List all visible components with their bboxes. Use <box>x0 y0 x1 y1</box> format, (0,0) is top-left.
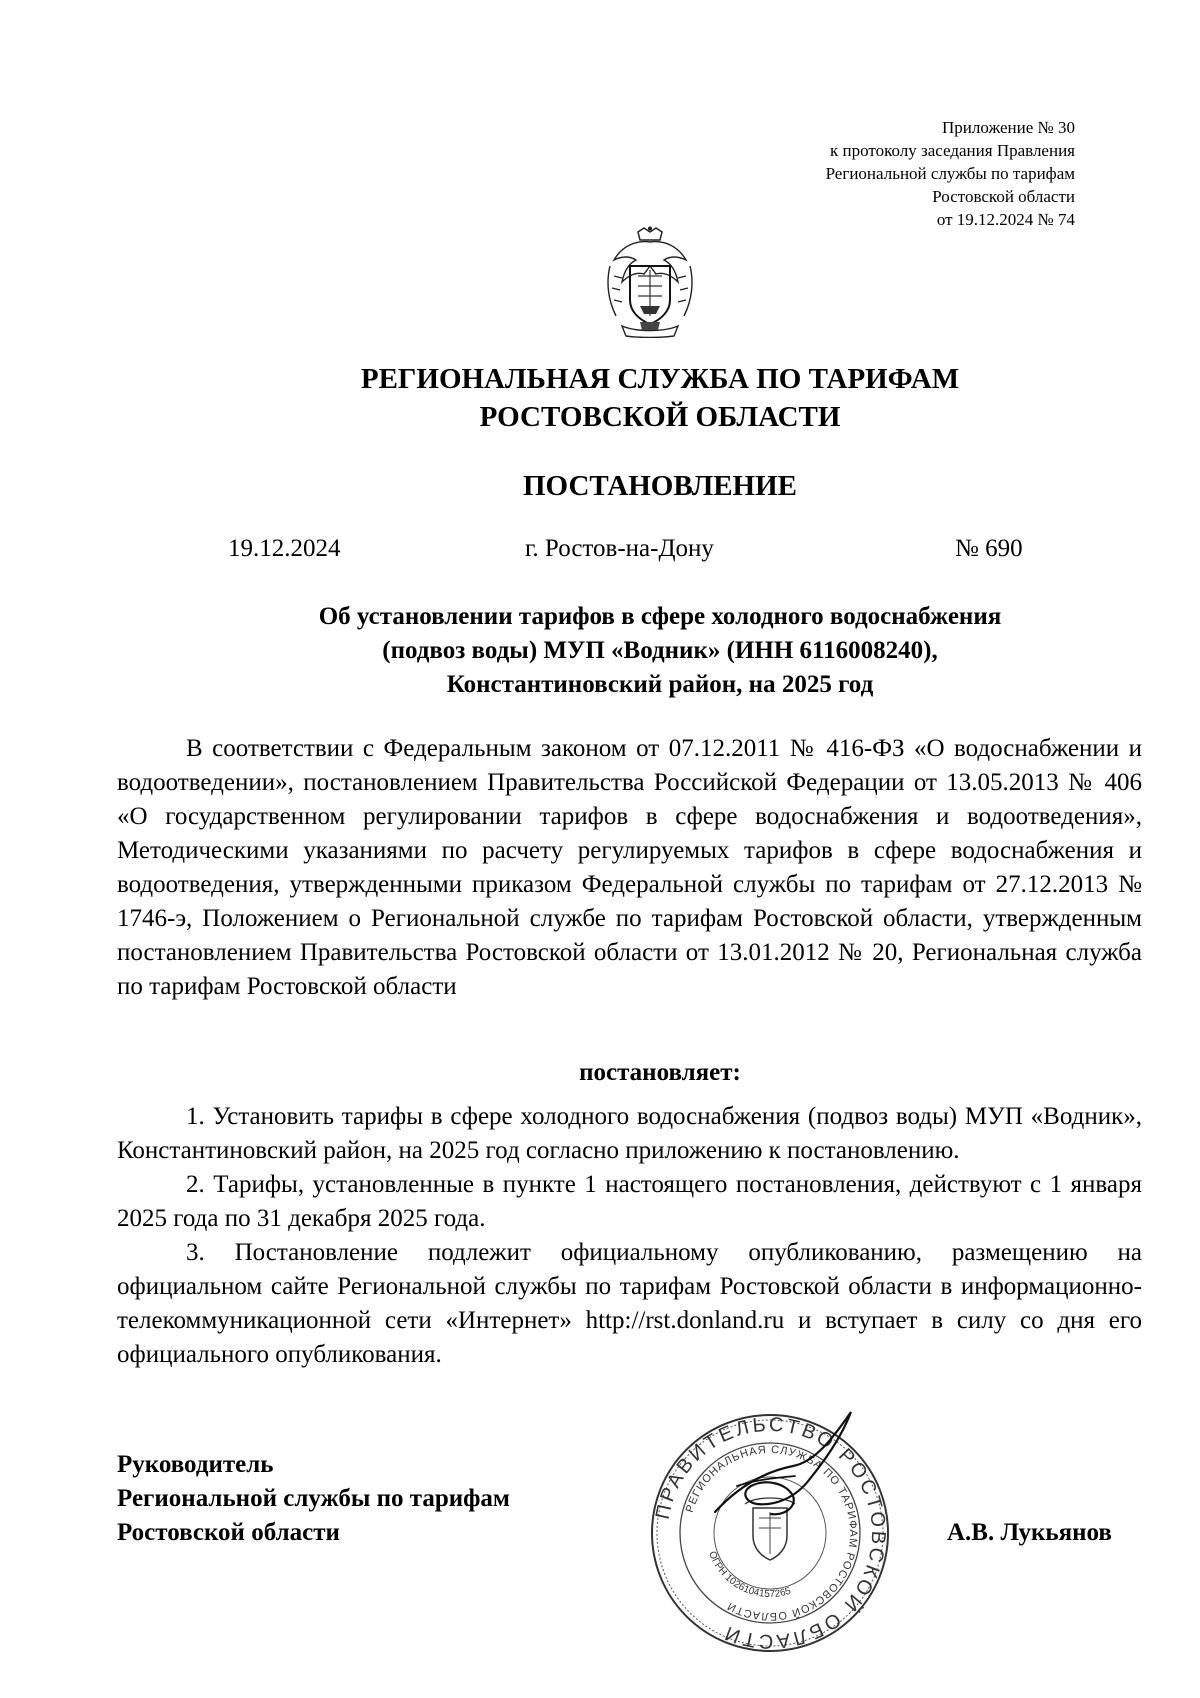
seal-registry-text: ОГРН 1026104157265 <box>706 1549 793 1601</box>
item-1-paragraph: 1. Установить тарифы в сфере холодного водоснабжения (подвоз воды) МУП «Водник», Константиновский район, на 2025 год согласно приложению к постановлению. <box>117 1103 1142 1164</box>
appendix-line-4: Ростовской области <box>932 187 1075 206</box>
svg-text:ОГРН 1026104157265 <box>706 1550 793 1600</box>
decrees-heading: постановляет: <box>579 1059 741 1086</box>
signatory-title-line-3: Ростовской области <box>117 1519 340 1546</box>
official-seal-icon <box>645 1408 895 1658</box>
preamble-paragraph: В соответствии с Федеральным законом от 07.12.2011 № 416-ФЗ «О водоснабжении и водоотведении», постановлением Правительства Российской Федерации от 13.05.2013 № 406 «О государственном регулировании тарифов в сфере водоснабжения и водоотведения», Методическими указаниями по расчету регулируемых тарифов в сфере водоснабжения и водоотведения, утвержденными приказом Федеральной службы по тарифам от 27.12.2013 № 1746-э, Положением о Региональной службе по тарифам Ростовской области, утвержденным постановлением Правительства Ростовской области от 13.01.2012 № 20, Региональная служба по тарифам Ростовской области <box>117 735 1142 1000</box>
document-type: ПОСТАНОВЛЕНИЕ <box>522 470 797 502</box>
subject-line-1: Об установлении тарифов в сфере холодного водоснабжения <box>318 603 1002 630</box>
seal-outer-text: ПРАВИТЕЛЬСТВО РОСТОВСКОЙ ОБЛАСТИ <box>651 1413 890 1653</box>
preamble-block <box>117 732 1142 1004</box>
signatory-title-line-1: Руководитель <box>117 1451 274 1478</box>
signatory-name: А.В. Лукьянов <box>947 1519 1112 1546</box>
signatory-title <box>117 1448 510 1550</box>
appendix-line-2: к протоколу заседания Правления <box>830 141 1075 160</box>
item-2-paragraph: 2. Тарифы, установленные в пункте 1 настоящего постановления, действуют с 1 января 2025 года по 31 декабря 2025 года. <box>117 1171 1142 1232</box>
document-date: 19.12.2024 <box>228 535 341 562</box>
appendix-line-1: Приложение № 30 <box>942 118 1075 137</box>
coat-of-arms-icon <box>600 226 700 338</box>
items-block <box>117 1100 1142 1372</box>
signatory-title-line-2: Региональной службы по тарифам <box>117 1485 510 1512</box>
appendix-line-5: от 19.12.2024 № 74 <box>936 210 1075 229</box>
document-city: г. Ростов-на-Дону <box>525 535 714 562</box>
subject-line-3: Константиновский район, на 2025 год <box>446 671 874 698</box>
organization-title <box>0 360 1200 436</box>
appendix-note <box>826 116 1075 231</box>
item-3-paragraph: 3. Постановление подлежит официальному опубликованию, размещению на официальном сайте Региональной службы по тарифам Ростовской области в информационно-телекоммуникационной сети «Интернет» http://rst.donland.ru и вступает в силу со дня его официального опубликования. <box>117 1239 1142 1368</box>
document-number: № 690 <box>955 535 1023 562</box>
seal-inner-text: РЕГИОНАЛЬНАЯ СЛУЖБА ПО ТАРИФАМ РОСТОВСКОЙ ОБЛАСТИ <box>683 1443 860 1623</box>
organization-title-line-1: РЕГИОНАЛЬНАЯ СЛУЖБА ПО ТАРИФАМ <box>360 363 960 395</box>
appendix-line-3: Региональной службы по тарифам <box>825 164 1075 183</box>
organization-title-line-2: РОСТОВСКОЙ ОБЛАСТИ <box>479 401 841 433</box>
subject-line-2: (подвоз воды) МУП «Водник» (ИНН 6116008240), <box>382 637 938 664</box>
document-subject <box>0 600 1200 702</box>
